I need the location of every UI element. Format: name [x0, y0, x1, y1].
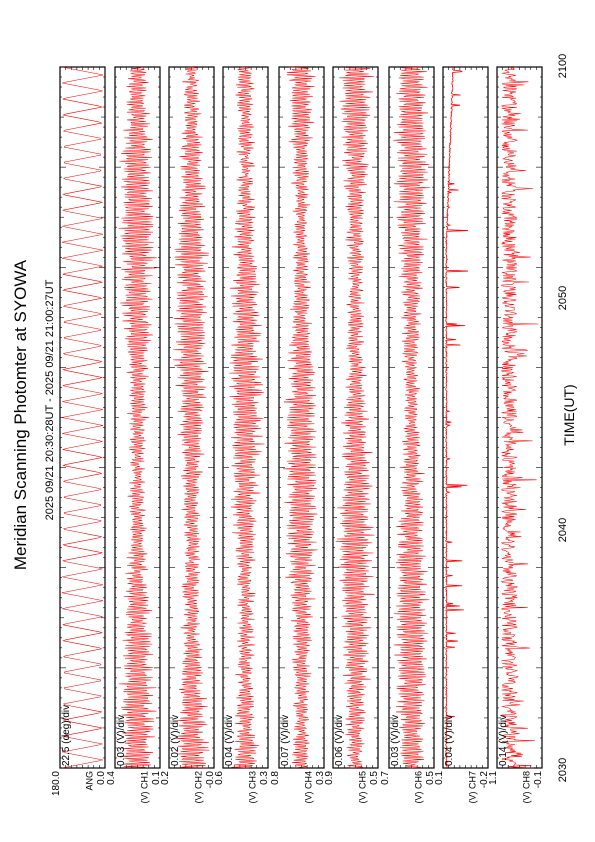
- x-tick-label: 2040: [557, 517, 569, 543]
- panel-bottom-value: 0.5: [425, 771, 436, 785]
- panel-top-value: 0.4: [106, 771, 117, 785]
- panel-frame: [443, 67, 488, 768]
- series-line-ch8: [502, 67, 539, 768]
- panel-scale-label: 0.03 (V)/div: [390, 714, 401, 766]
- panel-channel-name: (V) CH1: [139, 771, 150, 804]
- panel-scale-label: 0.02 (V)/div: [170, 714, 181, 766]
- panel-bottom-value: 0.5: [369, 771, 380, 785]
- panel-channel-name: (V) CH7: [467, 771, 478, 804]
- panel-ch1: [106, 67, 162, 804]
- panel-ch5: [324, 67, 380, 804]
- panel-bottom-value: -0.2: [479, 771, 490, 789]
- panel-frame: [169, 67, 214, 768]
- x-tick-label: 2030: [557, 757, 569, 783]
- panel-ch4: [270, 67, 326, 804]
- x-tick-label: 2100: [557, 53, 569, 79]
- panel-ch3: [214, 67, 270, 804]
- panel-scale-label: 0.04 (V)/div: [224, 714, 235, 766]
- panel-top-value: 0.7: [380, 771, 391, 785]
- panels-group: [51, 67, 544, 804]
- panel-top-value: 180.0: [51, 771, 62, 797]
- x-axis-label: TIME(UT): [561, 384, 577, 446]
- panel-scale-label: 0.07 (V)/div: [280, 714, 291, 766]
- series-line-ang: [62, 67, 103, 768]
- panel-bottom-value: 0.3: [259, 771, 270, 785]
- panel-channel-name: (V) CH4: [303, 771, 314, 804]
- panel-ang: [51, 67, 107, 796]
- panel-ch8: [488, 67, 544, 804]
- panel-top-value: 0.8: [270, 771, 281, 785]
- panel-bottom-value: 0.0: [96, 771, 107, 785]
- panel-channel-name: (V) CH5: [357, 771, 368, 804]
- series-line-ch3: [229, 67, 264, 768]
- panel-top-value: 0.1: [434, 771, 445, 785]
- panel-top-value: 0.6: [214, 771, 225, 785]
- panel-bottom-value: -0.1: [533, 771, 544, 789]
- panel-channel-name: ANG: [84, 771, 95, 791]
- panel-bottom-value: 0.1: [151, 771, 162, 785]
- panel-scale-label: 0.14 (V)/div: [498, 714, 509, 766]
- panel-top-value: 0.2: [160, 771, 171, 785]
- series-line-ch6: [393, 67, 430, 768]
- panel-ch7: [434, 67, 490, 804]
- panel-channel-name: (V) CH3: [247, 771, 258, 804]
- panel-ch2: [160, 67, 216, 804]
- panel-ch6: [380, 67, 436, 804]
- panel-bottom-value: 0.3: [315, 771, 326, 785]
- panel-scale-label: 0.03 (V)/div: [116, 714, 127, 766]
- panel-channel-name: (V) CH6: [413, 771, 424, 804]
- panel-frame: [60, 67, 105, 768]
- panel-scale-label: 22.5 (deg)/div: [61, 704, 72, 766]
- series-line-ch4: [283, 67, 318, 768]
- panel-frame: [333, 67, 378, 768]
- panel-bottom-value: -0.0: [205, 771, 216, 789]
- panel-top-value: 1.1: [488, 771, 499, 785]
- panel-channel-name: (V) CH2: [193, 771, 204, 804]
- series-line-ch5: [336, 67, 375, 768]
- panel-scale-label: 0.06 (V)/div: [334, 714, 345, 766]
- series-line-ch2: [173, 67, 209, 768]
- chart-subtitle: 2025 09/21 20:30:28UT - 2025 09/21 21:00:27UT: [44, 279, 56, 521]
- panel-channel-name: (V) CH8: [521, 771, 532, 804]
- chart-title: Meridian Scanning Photomter at SYOWA: [11, 259, 30, 571]
- series-line-ch7: [446, 67, 468, 768]
- x-tick-label: 2050: [557, 285, 569, 311]
- panel-scale-label: 0.04 (V)/div: [444, 714, 455, 766]
- panel-top-value: 0.9: [324, 771, 335, 785]
- series-line-ch1: [119, 67, 157, 768]
